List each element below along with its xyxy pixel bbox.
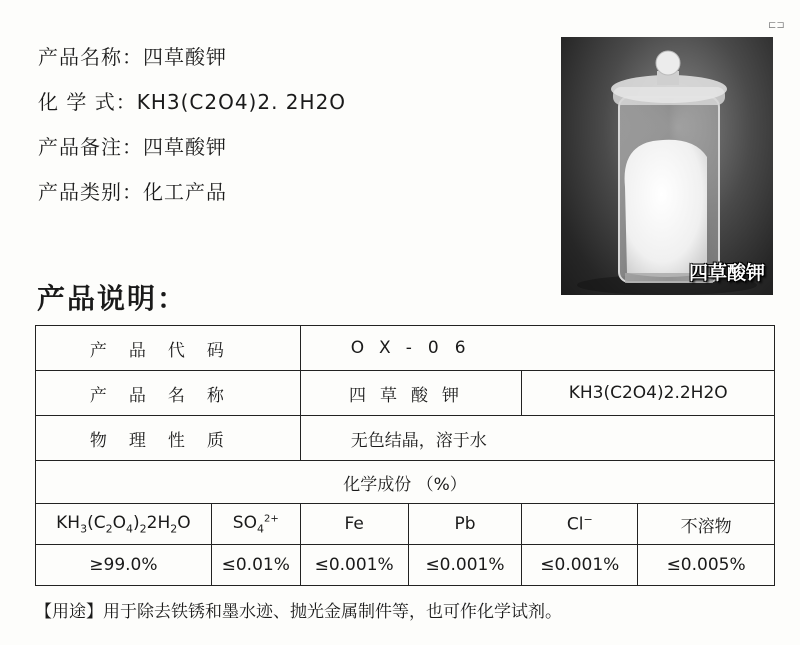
table-cell: ≤0.001%	[522, 545, 638, 586]
spec-table	[35, 325, 775, 586]
product-info	[38, 44, 346, 224]
info-value: 化工产品	[143, 180, 227, 204]
name-value: 四草酸钾	[300, 371, 522, 416]
glass-jar-image	[561, 37, 773, 295]
formula-value: KH3(C2O4)2.2H2O	[522, 371, 775, 416]
info-row-category	[38, 179, 346, 224]
info-label: 化 学 式：	[38, 90, 137, 114]
column-header: Cl−	[522, 504, 638, 545]
property-label: 物理性质	[36, 416, 301, 461]
table-row	[36, 326, 775, 371]
column-header: Fe	[300, 504, 408, 545]
usage-note: 【用途】用于除去铁锈和墨水迹、抛光金属制件等，也可作化学试剂。	[35, 602, 562, 622]
info-label: 产品名称：	[38, 45, 143, 69]
code-value: OX-06	[300, 326, 774, 371]
property-value: 无色结晶，溶于水	[300, 416, 774, 461]
table-row	[36, 504, 775, 545]
column-header: $SO_4^{2+}$	[211, 504, 300, 545]
column-header: Pb	[408, 504, 522, 545]
table-cell: ≤0.001%	[408, 545, 522, 586]
table-cell: ≤0.01%	[211, 545, 300, 586]
column-header: 不溶物	[638, 504, 775, 545]
photo-caption: 四草酸钾	[688, 262, 765, 284]
info-label: 产品类别：	[38, 180, 143, 204]
table-row	[36, 371, 775, 416]
info-row-formula	[38, 89, 346, 134]
info-value: 四草酸钾	[143, 135, 227, 159]
corner-mark: ⊏⊐	[768, 20, 785, 31]
table-row	[36, 461, 775, 504]
composition-header: 化学成份 （%）	[36, 461, 775, 504]
table-cell: ≥99.0%	[36, 545, 212, 586]
info-row-note	[38, 134, 346, 179]
info-row-name	[38, 44, 346, 89]
column-header: $KH_3(C_2O_4)_22H_2O$	[36, 504, 212, 545]
section-title: 产品说明：	[37, 282, 188, 315]
code-label: 产品代码	[36, 326, 301, 371]
table-row	[36, 416, 775, 461]
name-label: 产品名称	[36, 371, 301, 416]
table-cell: ≤0.001%	[300, 545, 408, 586]
info-value: KH3(C2O4)2. 2H2O	[136, 90, 347, 114]
table-row	[36, 545, 775, 586]
info-label: 产品备注：	[38, 135, 143, 159]
table-cell: ≤0.005%	[638, 545, 775, 586]
info-value: 四草酸钾	[143, 45, 227, 69]
product-photo	[561, 37, 773, 295]
